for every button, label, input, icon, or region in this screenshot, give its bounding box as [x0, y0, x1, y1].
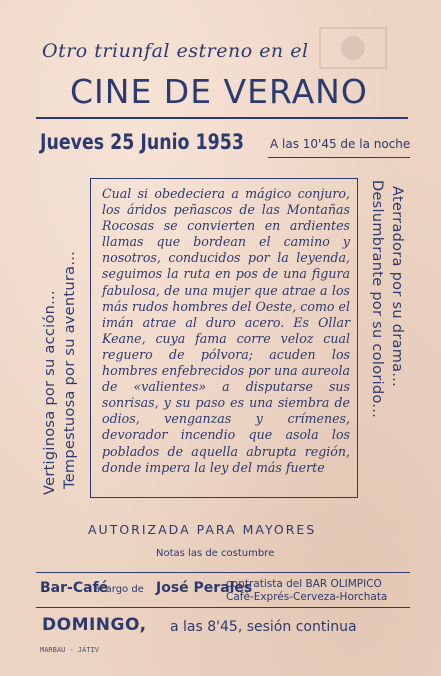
intro-text: Otro triunfal estreno en el	[42, 40, 309, 62]
screening-time: A las 10'45 de la noche	[270, 137, 411, 151]
bar-bottom-divider	[36, 607, 410, 608]
side-tagline-right	[367, 180, 407, 418]
title-divider	[36, 117, 408, 119]
bleed-through-mark	[318, 26, 388, 70]
bar-details-line-1: contratista del BAR OLIMPICO	[226, 578, 382, 590]
screening-date: Jueves 25 Junio 1953	[40, 130, 244, 154]
bar-top-divider	[36, 572, 410, 573]
cinema-title: CINE DE VERANO	[70, 72, 368, 111]
time-underline	[268, 157, 410, 158]
bar-details-line-2: Café-Exprés-Cerveza-Horchata	[226, 591, 388, 603]
side-left-line-1: Vertiginosa por su acción...	[42, 290, 58, 495]
notes-text: Notas las de costumbre	[156, 548, 275, 559]
side-left-line-2: Tempestuosa por su aventura...	[62, 250, 78, 489]
side-tagline-left	[40, 251, 80, 495]
bar-name: Bar-Café	[40, 580, 109, 596]
side-right-line-2: Deslumbrante por su colorido...	[369, 180, 385, 419]
printer-mark: MARBAU - JÁTIV	[40, 646, 100, 654]
side-right-line-1: Aterradora por su drama...	[389, 186, 405, 388]
bar-details	[226, 578, 387, 604]
synopsis-text: Cual si obedeciera a mágico conjuro, los áridos peñascos de las Montañas Rocosas se convierten en ardientes llamas que bordean el camino y nosotros, conducidos por la leyenda, seguimos la ruta en pos de una figura fabulosa, de una mujer que atrae a los más rudos hombres del Oeste, como el imán atrae al duro acero. Es Ollar Keane, cuya fama corre veloz cual reguero de pólvora; acuden los hombres enfebrecidos por una aureola de «valientes» a disputarse sus sonrisas, y su paso es una siembra de odios, venganzas y crímenes, devorador incendio que asola los poblados de aquella abrupta región, donde impera la ley del más fuerte	[102, 186, 350, 475]
bar-owner: José Perales	[156, 580, 253, 596]
bar-cargo: acargo de	[94, 584, 144, 595]
sunday-session: a las 8'45, sesión continua	[170, 619, 357, 635]
sunday-label: DOMINGO,	[42, 615, 147, 635]
age-rating: AUTORIZADA PARA MAYORES	[88, 522, 317, 537]
